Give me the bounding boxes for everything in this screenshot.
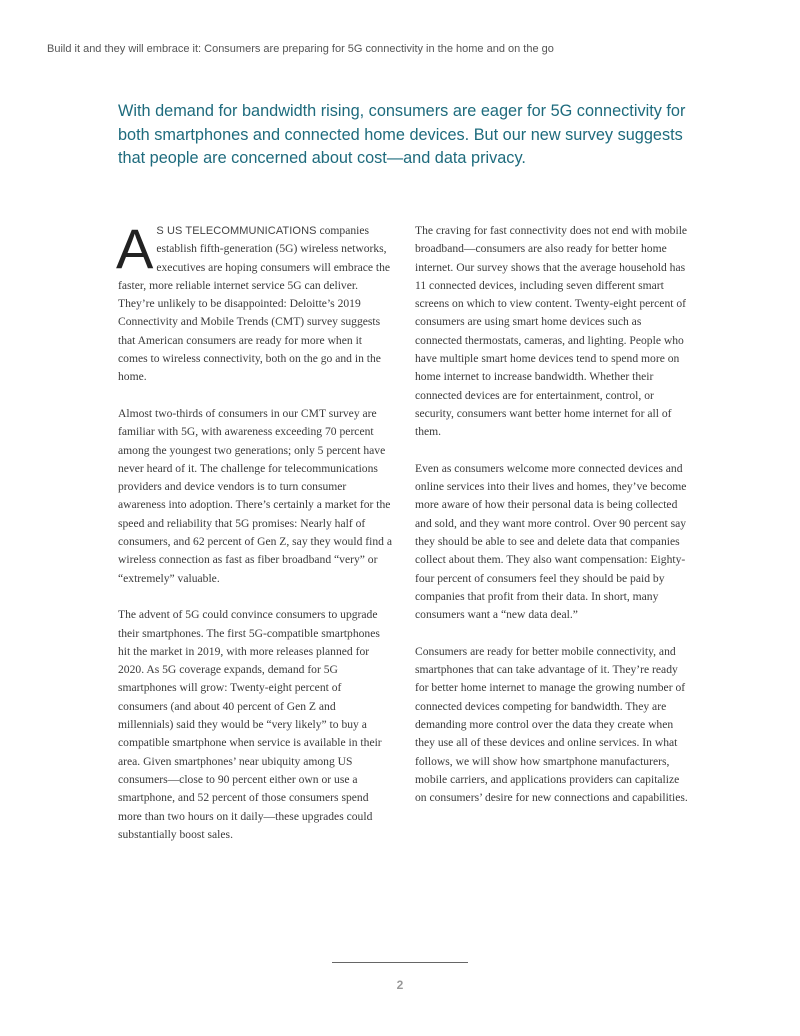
left-column xyxy=(116,217,393,862)
body-paragraph-6: Consumers are ready for better mobile connectivity, and smartphones that can take advantage of it. They’re ready for better home internet to manage the growing number of connected devices competing for bandwidth. They are demanding more control over the data they create when they use all of these devices and online services. In what follows, we will show how smartphone manufacturers, mobile carriers, and applications providers can capitalize on consumers’ desire for new connections and capabilities. xyxy=(415,644,688,805)
paragraph-text: companies establish fifth-generation (5G) wireless networks, executives are hoping consumers will embrace the faster, more reliable internet service 5G can deliver. They’re unlikely to be disappointed: Deloitte’s 2019 Connectivity and Mobile Trends (CMT) survey suggests that American consumers are ready for more when it comes to wireless connectivity, both on the go and in the home. xyxy=(118,224,391,384)
page-number: 2 xyxy=(396,978,404,992)
body-paragraph-2: Almost two-thirds of consumers in our CMT survey are familiar with 5G, with awareness exceeding 70 percent among the youngest two generations; only 5 percent have never heard of it. The challenge for telecommunications providers and device vendors is to turn consumer awareness into adoption. There’s certainly a market for the speed and reliability that 5G promises: Nearly half of consumers, and 62 percent of Gen Z, say they would find a wireless connection as fast as fiber broadband “very” or “extremely” valuable. xyxy=(118,406,392,585)
lead-paragraph: With demand for bandwidth rising, consumers are eager for 5G connectivity for both smartphones and connected home devices. But our new survey suggests that people are concerned about cost—and data privacy. xyxy=(118,102,686,167)
footer-divider xyxy=(332,962,468,963)
paragraph-lead-in: S US TELECOMMUNICATIONS xyxy=(156,225,317,237)
drop-cap: A xyxy=(116,217,154,280)
body-paragraph-4: The craving for fast connectivity does not end with mobile broadband—consumers are also ready for better home internet. Our survey shows that the average household has 11 connected devices, including seven different smart screens on which to view content. Twenty-eight percent of consumers are using smart home devices such as connected thermostats, cameras, and lighting. People who have multiple smart home devices tend to spend more on home internet to increase bandwidth. Whether their connected devices are for entertainment, control, or security, consumers want better home internet for all of them. xyxy=(415,224,688,439)
running-head: Build it and they will embrace it: Consumers are preparing for 5G connectivity in the home and on the go xyxy=(47,43,554,55)
body-paragraph-1 xyxy=(116,217,393,387)
body-paragraph-5: Even as consumers welcome more connected devices and online services into their lives and homes, they’ve become more aware of how their personal data is being collected and sold, and they want more control. Over 90 percent say they should be able to see and delete data that companies collect about them. They also want compensation: Eighty-four percent of consumers feel they should be paid by companies that profit from their data. In short, many consumers want a “new data deal.” xyxy=(415,461,687,622)
body-paragraph-3: The advent of 5G could convince consumers to upgrade their smartphones. The first 5G-compatible smartphones hit the market in 2019, with more releases planned for 2020. As 5G coverage expands, demand for 5G smartphones will grow: Twenty-eight percent of consumers (and about 40 percent of Gen Z and millennials) said they would be “very likely” to buy a compatible smartphone when service is available in their area. Given smartphones’ near ubiquity among US consumers—close to 90 percent either own or use a smartphone, and 52 percent of those consumers spend more than two hours on it daily—these upgrades could substantially boost sales. xyxy=(118,608,382,841)
right-column xyxy=(415,222,690,826)
